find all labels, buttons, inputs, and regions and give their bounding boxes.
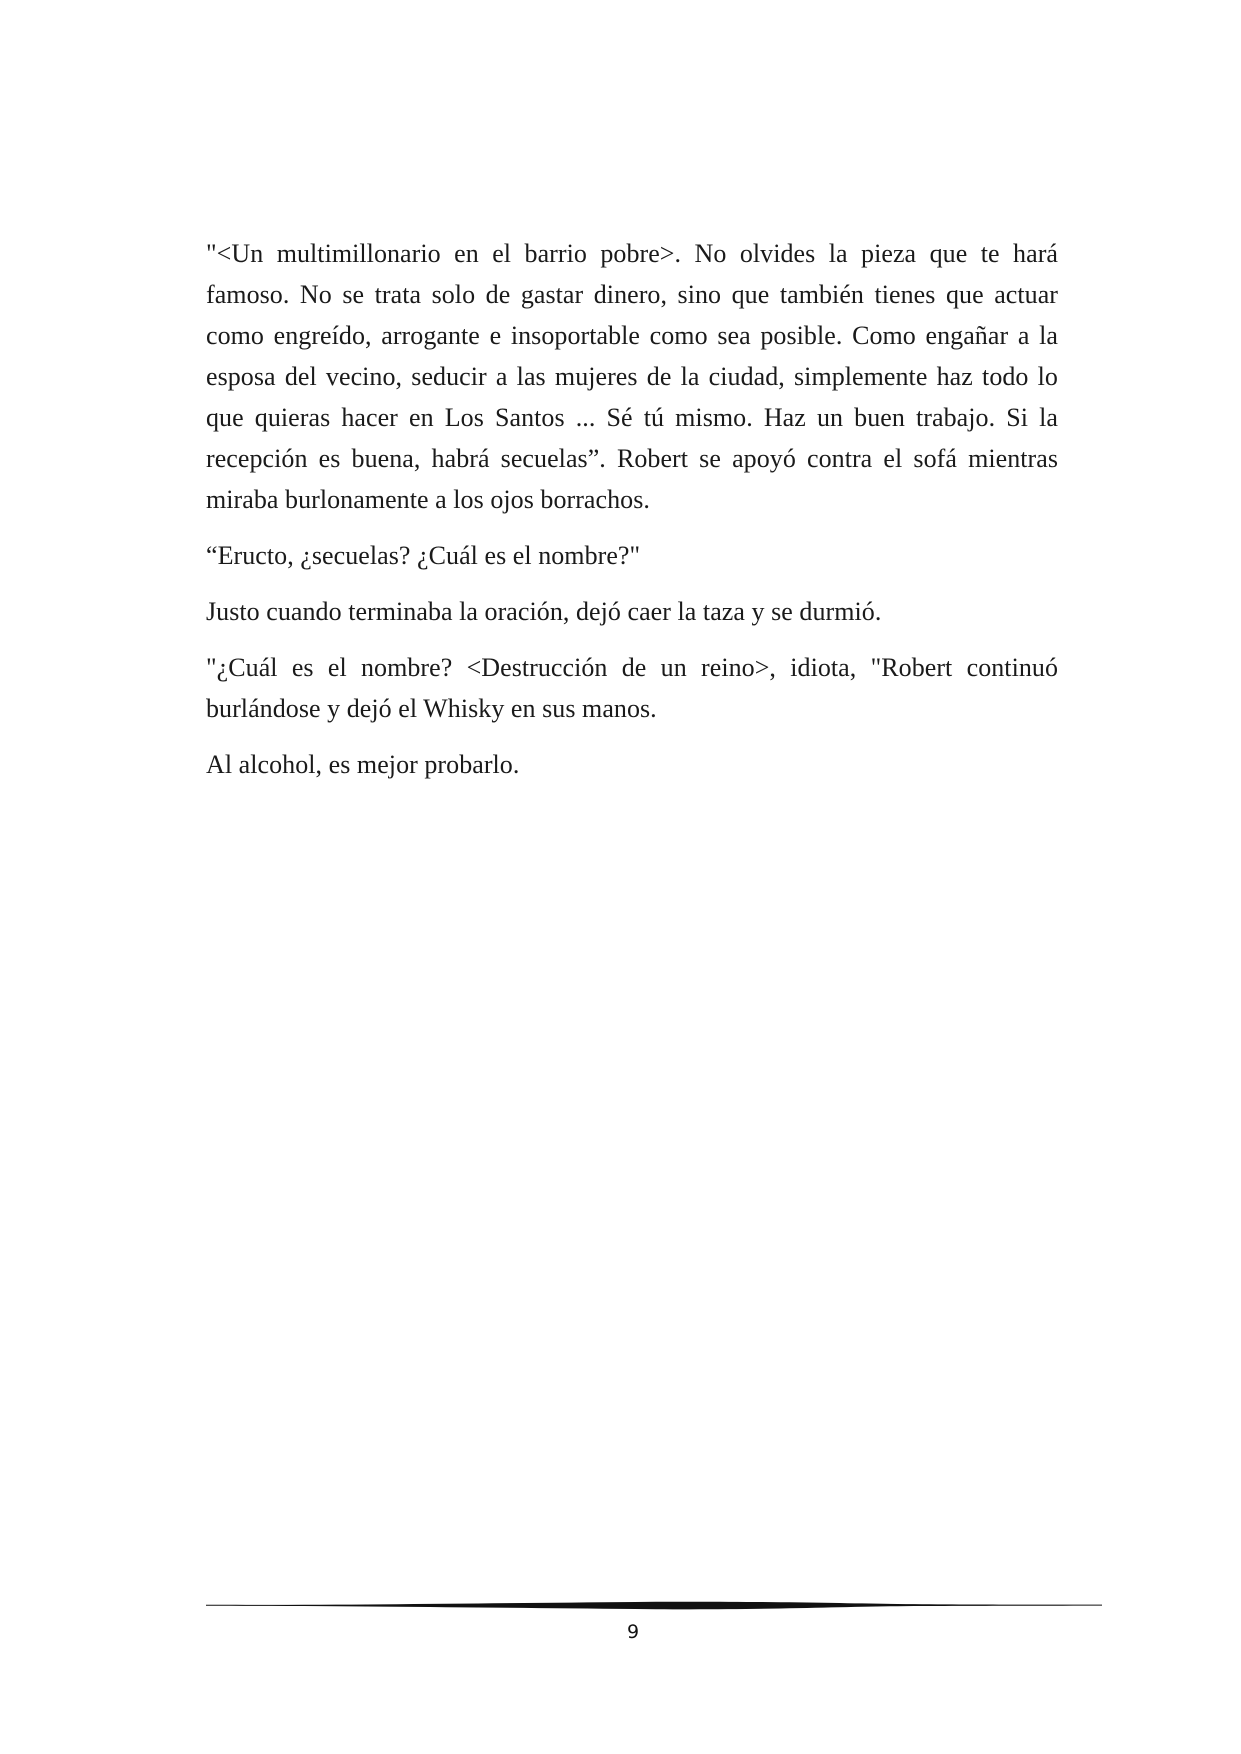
page-number: 9 <box>626 1621 640 1643</box>
paragraph-1: "<Un multimillonario en el barrio pobre>. No olvides la pieza que te hará famoso. No se trata solo de gastar dinero, sino que también tienes que actuar como engreído, arrogante e insoportable como sea posible. Como engañar a la esposa del vecino, seducir a las mujeres de la ciudad, simplemente haz todo lo que quieras hacer en Los Santos ... Sé tú mismo. Haz un buen trabajo. Si la recepción es buena, habrá secuelas”. Robert se apoyó contra el sofá mientras miraba burlonamente a los ojos borrachos. <box>206 239 1058 514</box>
footer-divider <box>206 1598 1102 1612</box>
paragraph-4: "¿Cuál es el nombre? <Destrucción de un reino>, idiota, "Robert continuó burlándose y dejó el Whisky en sus manos. <box>206 653 1058 723</box>
paragraph-3: Justo cuando terminaba la oración, dejó caer la taza y se durmió. <box>206 597 882 626</box>
paragraph-5: Al alcohol, es mejor probarlo. <box>206 750 520 779</box>
paragraph-2: “Eructo, ¿secuelas? ¿Cuál es el nombre?" <box>206 541 641 570</box>
body-text <box>206 233 1058 800</box>
